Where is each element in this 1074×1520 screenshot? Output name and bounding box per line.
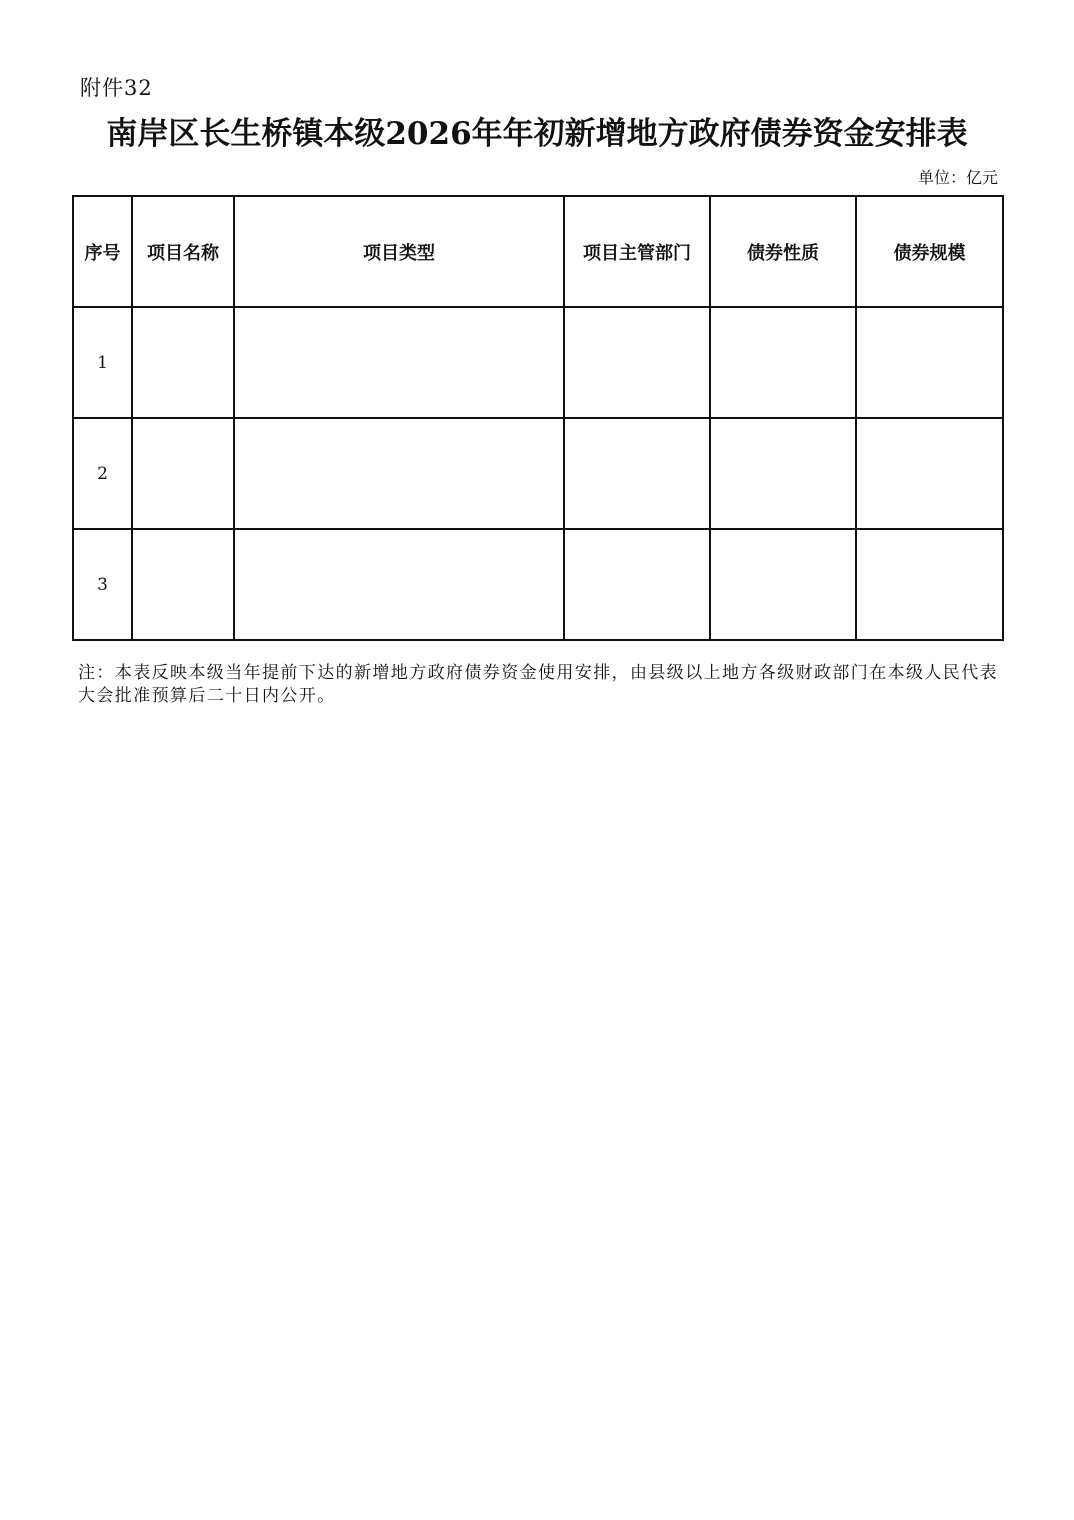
table-header-row: [73, 196, 1003, 307]
bond-allocation-table: [72, 195, 1004, 641]
cell-project-name: [132, 529, 234, 640]
table-row: [73, 418, 1003, 529]
cell-bond-scale: [856, 418, 1003, 529]
cell-serial-no: 1: [73, 307, 132, 418]
cell-project-department: [564, 307, 710, 418]
cell-project-type: [234, 529, 564, 640]
cell-bond-nature: [710, 529, 856, 640]
cell-project-department: [564, 418, 710, 529]
table-row: [73, 529, 1003, 640]
cell-project-department: [564, 529, 710, 640]
attachment-label: 附件32: [80, 76, 153, 100]
table-row: [73, 307, 1003, 418]
cell-bond-nature: [710, 418, 856, 529]
header-project-department: 项目主管部门: [564, 196, 710, 307]
page-title: 南岸区长生桥镇本级2026年年初新增地方政府债券资金安排表: [106, 116, 968, 152]
header-serial-no: 序号: [73, 196, 132, 307]
header-project-name: 项目名称: [132, 196, 234, 307]
header-bond-scale: 债券规模: [856, 196, 1003, 307]
cell-serial-no: 3: [73, 529, 132, 640]
cell-bond-nature: [710, 307, 856, 418]
cell-project-name: [132, 307, 234, 418]
cell-project-type: [234, 418, 564, 529]
header-project-type: 项目类型: [234, 196, 564, 307]
unit-label: 单位：亿元: [917, 168, 998, 187]
cell-project-name: [132, 418, 234, 529]
cell-bond-scale: [856, 529, 1003, 640]
cell-bond-scale: [856, 307, 1003, 418]
footnote: 注：本表反映本级当年提前下达的新增地方政府债券资金使用安排，由县级以上地方各级财政部门在本级人民代表大会批准预算后二十日内公开。: [78, 663, 998, 706]
cell-project-type: [234, 307, 564, 418]
header-bond-nature: 债券性质: [710, 196, 856, 307]
cell-serial-no: 2: [73, 418, 132, 529]
